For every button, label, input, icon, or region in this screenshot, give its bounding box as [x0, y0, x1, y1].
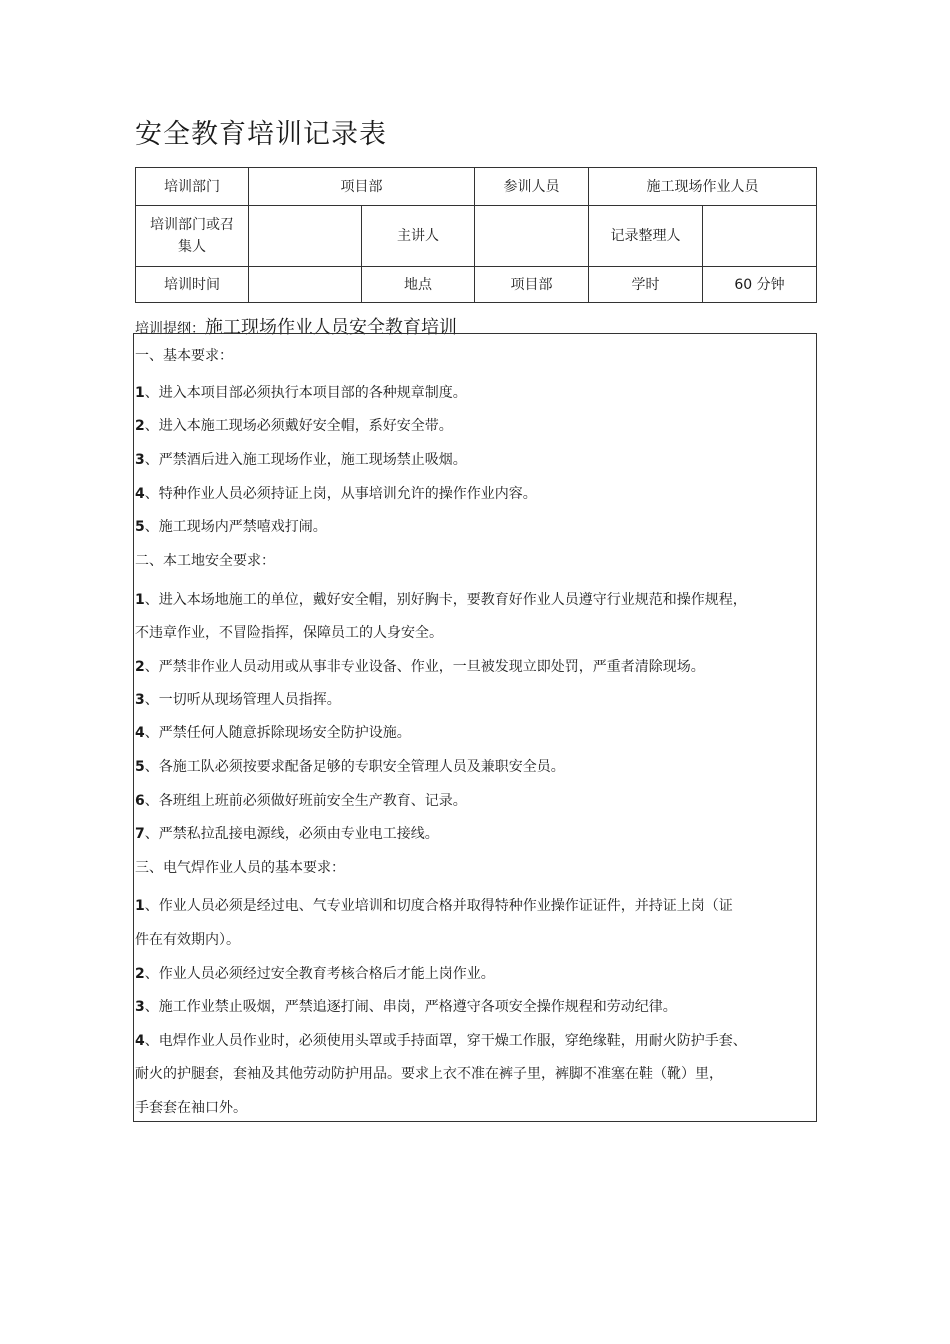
- content-line: [135, 791, 816, 811]
- training-info-table: [135, 167, 817, 303]
- item-text: 、严禁酒后进入施工现场作业，施工现场禁止吸烟。: [144, 452, 467, 468]
- content-line: [135, 450, 816, 470]
- item-text: 、作业人员必须经过安全教育考核合格后才能上岗作业。: [144, 966, 495, 982]
- table-row: [136, 206, 817, 267]
- item-text: 、严禁非作业人员动用或从事非专业设备、作业，一旦被发现立即处罚，严重者清除现场。: [144, 659, 705, 675]
- item-number: 3: [135, 999, 145, 1015]
- content-line: [135, 383, 816, 403]
- content-line: [135, 1098, 816, 1118]
- item-number: 2: [135, 966, 145, 982]
- content-line: [135, 657, 816, 677]
- item-text: 耐火的护腿套，套袖及其他劳动防护用品。要求上衣不准在裤子里，裤脚不准塞在鞋（靴）里，: [135, 1066, 723, 1082]
- item-number: 3: [135, 692, 145, 708]
- item-text: 、作业人员必须是经过电、气专业培训和切度合格并取得特种作业操作证证件，并持证上岗（证: [144, 898, 733, 914]
- item-number: 4: [135, 486, 145, 502]
- content-line: [135, 690, 816, 710]
- dept-label: 培训部门: [136, 168, 249, 206]
- lecturer-value: [475, 206, 589, 267]
- content-line: [135, 930, 816, 950]
- time-value: [249, 267, 362, 303]
- convener-label: 培训部门或召集人: [136, 206, 249, 267]
- content-line: [135, 551, 816, 571]
- outline-value: 施工现场作业人员安全教育培训: [205, 317, 457, 338]
- content-line: [135, 1064, 816, 1084]
- content-line: [135, 964, 816, 984]
- item-text: 、各班组上班前必须做好班前安全生产教育、记录。: [144, 793, 467, 809]
- location-value: 项目部: [475, 267, 589, 303]
- content-line: [135, 997, 816, 1017]
- content-line: [135, 824, 816, 844]
- item-text: 、进入本项目部必须执行本项目部的各种规章制度。: [144, 385, 467, 401]
- item-text: 二、本工地安全要求：: [135, 553, 275, 569]
- content-line: [135, 896, 816, 916]
- item-number: 1: [135, 385, 145, 401]
- item-text: 、施工现场内严禁嘻戏打闹。: [144, 519, 327, 535]
- item-text: 件在有效期内）。: [135, 932, 240, 948]
- time-label: 培训时间: [136, 267, 249, 303]
- item-number: 6: [135, 793, 145, 809]
- item-text: 手套套在袖口外。: [135, 1100, 247, 1116]
- item-text: 、进入本场地施工的单位，戴好安全帽，别好胸卡，要教育好作业人员遵守行业规范和操作规程，: [144, 592, 747, 608]
- recorder-value: [703, 206, 817, 267]
- hours-number: 60: [734, 276, 753, 293]
- item-text: 不违章作业，不冒险指挥，保障员工的人身安全。: [135, 625, 443, 641]
- item-number: 2: [135, 418, 145, 434]
- hours-value: [703, 267, 817, 303]
- lecturer-label: 主讲人: [362, 206, 475, 267]
- recorder-label: 记录整理人: [589, 206, 703, 267]
- item-number: 4: [135, 725, 145, 741]
- item-text: 、严禁任何人随意拆除现场安全防护设施。: [144, 725, 411, 741]
- item-number: 2: [135, 659, 145, 675]
- participants-value: 施工现场作业人员: [589, 168, 817, 206]
- dept-value: 项目部: [249, 168, 475, 206]
- content-line: [135, 858, 816, 878]
- content-line: [135, 1031, 816, 1051]
- item-number: 5: [135, 759, 145, 775]
- item-text: 、电焊作业人员作业时，必须使用头罩或手持面罩，穿干燥工作服，穿绝缘鞋，用耐火防护手套、: [144, 1033, 747, 1049]
- item-number: 7: [135, 826, 145, 842]
- content-line: [135, 517, 816, 537]
- hours-unit: 分钟: [756, 276, 785, 293]
- item-text: 、施工作业禁止吸烟，严禁追逐打闹、串岗，严格遵守各项安全操作规程和劳动纪律。: [144, 999, 677, 1015]
- item-text: 一、基本要求：: [135, 348, 233, 364]
- item-text: 、严禁私拉乱接电源线，必须由专业电工接线。: [144, 826, 439, 842]
- item-text: 三、电气焊作业人员的基本要求：: [135, 860, 345, 876]
- item-text: 、一切听从现场管理人员指挥。: [144, 692, 341, 708]
- page-title: 安全教育培训记录表: [135, 119, 387, 150]
- item-text: 、特种作业人员必须持证上岗，从事培训允许的操作作业内容。: [144, 486, 537, 502]
- item-text: 、各施工队必须按要求配备足够的专职安全管理人员及兼职安全员。: [144, 759, 565, 775]
- hours-label: 学时: [589, 267, 703, 303]
- item-text: 、进入本施工现场必须戴好安全帽，系好安全带。: [144, 418, 453, 434]
- content-line: [135, 757, 816, 777]
- content-line: [135, 484, 816, 504]
- item-number: 1: [135, 592, 145, 608]
- content-line: [135, 346, 816, 366]
- location-label: 地点: [362, 267, 475, 303]
- training-content: [133, 333, 817, 1122]
- content-line: [135, 723, 816, 743]
- item-number: 3: [135, 452, 145, 468]
- participants-label: 参训人员: [475, 168, 589, 206]
- content-line: [135, 416, 816, 436]
- item-number: 4: [135, 1033, 145, 1049]
- content-line: [135, 590, 816, 610]
- convener-value: [249, 206, 362, 267]
- table-row: [136, 168, 817, 206]
- outline-label: 培训提纲：: [135, 321, 205, 337]
- item-number: 5: [135, 519, 145, 535]
- table-row: [136, 267, 817, 303]
- item-number: 1: [135, 898, 145, 914]
- content-line: [135, 623, 816, 643]
